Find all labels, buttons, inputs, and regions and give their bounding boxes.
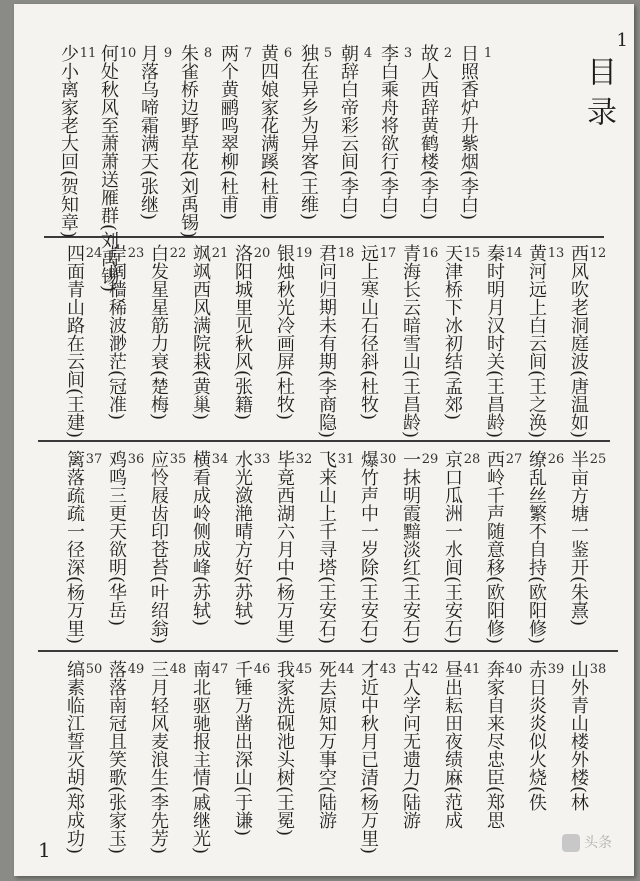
toc-entry-number: 3 bbox=[403, 46, 413, 61]
toc-entry-number: 27 bbox=[505, 452, 523, 467]
toc-entry-number: 25 bbox=[589, 452, 607, 467]
toc-entry bbox=[298, 44, 338, 234]
toc-entry-title: 西岭千声随意移(欧阳修) bbox=[484, 450, 505, 645]
toc-entry-number: 30 bbox=[379, 452, 397, 467]
toc-entry bbox=[218, 44, 258, 234]
toc-entry-number: 32 bbox=[295, 452, 313, 467]
toc-entry-title: 千锤万凿出深山(于谦) bbox=[232, 660, 253, 837]
toc-entry-number: 8 bbox=[203, 46, 213, 61]
toc-entry-number: 31 bbox=[337, 452, 355, 467]
toc-entry-title: 秦时明月汉时关(王昌龄) bbox=[484, 244, 505, 439]
toc-entry bbox=[58, 44, 98, 239]
toc-entry-number: 16 bbox=[421, 246, 439, 261]
toc-entry bbox=[568, 660, 608, 860]
toc-entry bbox=[400, 244, 440, 439]
toc-entry-title: 故人西辞黄鹤楼(李白) bbox=[418, 44, 439, 221]
toc-entry bbox=[378, 44, 418, 234]
toc-entry bbox=[484, 450, 524, 648]
toc-entry bbox=[190, 450, 230, 648]
toc-entry bbox=[526, 244, 566, 439]
toc-entry-number: 18 bbox=[337, 246, 355, 261]
toc-entry bbox=[358, 244, 398, 438]
toc-entry-title: 落落南冠且笑歌(张家玉) bbox=[106, 660, 127, 855]
toc-entry-number: 45 bbox=[295, 662, 313, 677]
toc-entry bbox=[316, 450, 356, 648]
toc-entry bbox=[190, 660, 230, 860]
toc-entry-number: 44 bbox=[337, 662, 355, 677]
row-divider bbox=[38, 440, 610, 442]
toc-entry-title: 黄四娘家花满蹊(杜甫) bbox=[258, 44, 279, 221]
toc-entry-title: 西风吹老洞庭波(唐温如) bbox=[568, 244, 589, 439]
toc-entry bbox=[106, 244, 146, 438]
toc-entry-number: 2 bbox=[443, 46, 453, 61]
toc-entry-title: 黄河远上白云间(王之涣) bbox=[526, 244, 547, 439]
toc-entry-number: 15 bbox=[463, 246, 481, 261]
toc-entry-title: 飞来山上千寻塔(王安石) bbox=[316, 450, 337, 645]
toc-entry-number: 38 bbox=[589, 662, 607, 677]
toc-entry-number: 26 bbox=[547, 452, 565, 467]
toc-entry bbox=[148, 244, 188, 438]
toc-entry-number: 48 bbox=[169, 662, 187, 677]
toc-entry bbox=[232, 244, 272, 438]
toc-entry-title: 缟素临江誓灭胡(郑成功) bbox=[64, 660, 85, 855]
toc-entry-number: 33 bbox=[253, 452, 271, 467]
toc-entry-title: 京口瓜洲一水间(王安石) bbox=[442, 450, 463, 645]
document-page bbox=[14, 4, 634, 876]
toc-entry-title: 朝辞白帝彩云间(李白) bbox=[338, 44, 359, 221]
watermark bbox=[562, 832, 612, 852]
toc-entry-title: 山外青山楼外楼(林 bbox=[568, 660, 589, 812]
toc-entry-title: 缭乱丝繁不自持(欧阳修) bbox=[526, 450, 547, 645]
toc-entry bbox=[358, 450, 398, 648]
toc-entry-number: 42 bbox=[421, 662, 439, 677]
toc-entry-number: 10 bbox=[119, 46, 137, 61]
toc-entry-number: 7 bbox=[243, 46, 253, 61]
toc-entry bbox=[526, 450, 566, 648]
toc-entry bbox=[418, 44, 458, 234]
toc-entry bbox=[64, 450, 104, 648]
toc-entry bbox=[274, 450, 314, 648]
toc-entry-title: 毕竟西湖六月中(杨万里) bbox=[274, 450, 295, 645]
toc-entry-title: 爆竹声中一岁除(王安石) bbox=[358, 450, 379, 645]
toc-entry-number: 37 bbox=[85, 452, 103, 467]
toc-entry-number: 47 bbox=[211, 662, 229, 677]
toc-entry-number: 34 bbox=[211, 452, 229, 467]
toc-entry-number: 40 bbox=[505, 662, 523, 677]
toc-entry bbox=[442, 244, 482, 438]
toc-entry-title: 四面青山路在云间(王建) bbox=[64, 244, 85, 439]
toc-entry-title: 飒飒西风满院栽(黄巢) bbox=[190, 244, 211, 421]
toc-entry-title: 青海长云暗雪山(王昌龄) bbox=[400, 244, 421, 439]
toc-entry-title: 两个黄鹂鸣翠柳(杜甫) bbox=[218, 44, 239, 221]
toc-entry bbox=[232, 660, 272, 860]
toc-entry-number: 14 bbox=[505, 246, 523, 261]
toc-entry-number: 24 bbox=[85, 246, 103, 261]
toc-entry-number: 41 bbox=[463, 662, 481, 677]
watermark-logo-icon bbox=[562, 834, 580, 852]
toc-entry-title: 半亩方塘一鉴开(朱熹) bbox=[568, 450, 589, 627]
toc-entry bbox=[190, 244, 230, 438]
watermark-text: 头条 bbox=[584, 835, 612, 851]
toc-entry-number: 50 bbox=[85, 662, 103, 677]
toc-entry-title: 横看成岭侧成峰(苏轼) bbox=[190, 450, 211, 627]
toc-entry-number: 9 bbox=[163, 46, 173, 61]
toc-entry-number: 23 bbox=[127, 246, 145, 261]
toc-entry-number: 17 bbox=[379, 246, 397, 261]
toc-entry-number: 19 bbox=[295, 246, 313, 261]
toc-entry-title: 奔家自来尽忠臣(郑思 bbox=[484, 660, 505, 830]
toc-entry-title: 才近中秋月已清(杨万里) bbox=[358, 660, 379, 855]
toc-entry bbox=[106, 450, 146, 648]
toc-entry-title: 银烛秋光冷画屏(杜牧) bbox=[274, 244, 295, 421]
toc-entry-title: 应怜屐齿印苍苔(叶绍翁) bbox=[148, 450, 169, 645]
toc-entry-number: 21 bbox=[211, 246, 229, 261]
toc-entry-number: 43 bbox=[379, 662, 397, 677]
toc-entry bbox=[316, 244, 356, 439]
toc-entry bbox=[568, 450, 608, 648]
toc-entry-title: 月落乌啼霜满天(张继) bbox=[138, 44, 159, 221]
toc-entry-title: 远上寒山石径斜(杜牧) bbox=[358, 244, 379, 421]
toc-entry-number: 39 bbox=[547, 662, 565, 677]
toc-entry-title: 洛阳城里见秋风(张籍) bbox=[232, 244, 253, 421]
toc-entry bbox=[316, 660, 356, 860]
toc-entry bbox=[274, 660, 314, 860]
toc-entry bbox=[568, 244, 608, 439]
toc-entry bbox=[106, 660, 146, 860]
toc-entry-title: 死去原知万事空(陆游 bbox=[316, 660, 337, 830]
toc-entry bbox=[484, 660, 524, 860]
toc-entry bbox=[274, 244, 314, 438]
toc-entry-number: 46 bbox=[253, 662, 271, 677]
toc-entry-number: 29 bbox=[421, 452, 439, 467]
toc-entry bbox=[400, 660, 440, 860]
toc-entry bbox=[178, 44, 218, 239]
row-divider bbox=[44, 236, 604, 238]
toc-entry-title: 鸡鸣三更天欲明(华岳) bbox=[106, 450, 127, 627]
toc-entry-title: 白发星星筋力衰(楚梅) bbox=[148, 244, 169, 421]
toc-entry bbox=[400, 450, 440, 648]
toc-entry-title: 天津桥下冰初结(孟郊) bbox=[442, 244, 463, 421]
toc-entry-number: 11 bbox=[79, 46, 97, 61]
toc-entry-title: 赤日炎炎似火烧(佚 bbox=[526, 660, 547, 812]
page-title: 目录 bbox=[581, 56, 616, 136]
toc-entry-title: 昼出耘田夜绩麻(范成 bbox=[442, 660, 463, 830]
toc-entry-title: 一抹明霞黯淡红(王安石) bbox=[400, 450, 421, 645]
toc-entry bbox=[138, 44, 178, 234]
toc-entry-number: 49 bbox=[127, 662, 145, 677]
toc-entry bbox=[148, 660, 188, 860]
toc-entry-title: 何处秋风至萧萧送雁群(刘禹锡) bbox=[98, 44, 119, 293]
toc-entry bbox=[64, 660, 104, 860]
toc-entry-title: 朱雀桥边野草花(刘禹锡) bbox=[178, 44, 199, 239]
toc-entry bbox=[258, 44, 298, 234]
toc-entry bbox=[458, 44, 498, 234]
toc-entry bbox=[338, 44, 378, 234]
toc-entry-number: 6 bbox=[283, 46, 293, 61]
toc-entry bbox=[442, 660, 482, 860]
toc-entry-number: 5 bbox=[323, 46, 333, 61]
toc-entry bbox=[64, 244, 104, 439]
toc-entry-number: 28 bbox=[463, 452, 481, 467]
heading-number: 1 bbox=[616, 30, 628, 51]
toc-entry bbox=[526, 660, 566, 860]
toc-entry-number: 13 bbox=[547, 246, 565, 261]
toc-entry bbox=[442, 450, 482, 648]
toc-entry-number: 4 bbox=[363, 46, 373, 61]
toc-entry-title: 独在异乡为异客(王维) bbox=[298, 44, 319, 221]
toc-entry-title: 水光潋滟晴方好(苏轼) bbox=[232, 450, 253, 627]
toc-entry-number: 35 bbox=[169, 452, 187, 467]
toc-entry-title: 少小离家老大回(贺知章) bbox=[58, 44, 79, 239]
toc-entry-title: 三月轻风麦浪生(李先芳) bbox=[148, 660, 169, 855]
toc-entry-title: 古人学问无遗力(陆游 bbox=[400, 660, 421, 830]
toc-entry bbox=[232, 450, 272, 648]
toc-entry-title: 南北驱驰报主情(戚继光) bbox=[190, 660, 211, 855]
toc-entry-number: 12 bbox=[589, 246, 607, 261]
toc-entry-title: 李白乘舟将欲行(李白) bbox=[378, 44, 399, 221]
row-divider bbox=[38, 650, 618, 652]
toc-entry-title: 日照香炉升紫烟(李白) bbox=[458, 44, 479, 221]
toc-entry-number: 20 bbox=[253, 246, 271, 261]
toc-entry-title: 篱落疏疏一径深(杨万里) bbox=[64, 450, 85, 645]
toc-entry-number: 36 bbox=[127, 452, 145, 467]
toc-entry bbox=[358, 660, 398, 860]
toc-entry-title: 岸阔樯稀波渺茫(冠准) bbox=[106, 244, 127, 421]
toc-entry-title: 我家洗砚池头树(王冕) bbox=[274, 660, 295, 837]
page-number: 1 bbox=[38, 838, 51, 862]
toc-entry-number: 1 bbox=[483, 46, 493, 61]
toc-entry bbox=[148, 450, 188, 648]
toc-entry-title: 君问归期未有期(李商隐) bbox=[316, 244, 337, 439]
toc-entry-number: 22 bbox=[169, 246, 187, 261]
toc-entry bbox=[484, 244, 524, 439]
